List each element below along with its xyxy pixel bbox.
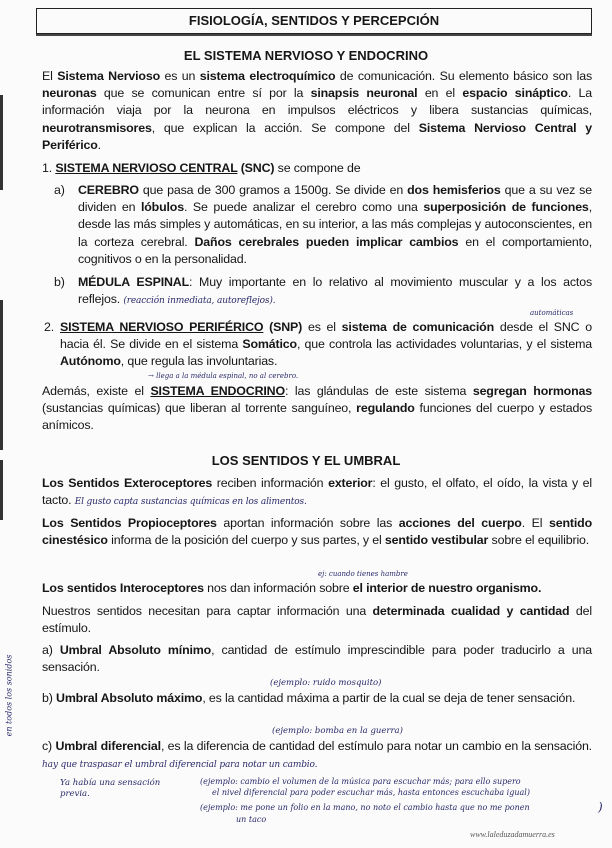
handwritten-note: (ejemplo: me pone un folio en la mano, no noto el cambio hasta que no me ponen [200,803,530,812]
item-text [78,183,592,266]
watermark: www.laleduzadamuerra.es [470,830,555,839]
bold-text: sinapsis neuronal [310,86,418,101]
text-run: . La información viaja por la neurona en impulsos eléctricos y libera sustancias químicas, [42,86,592,118]
bold-text: Sistema Nervioso Central y Periférico [42,120,592,152]
umbral-maximo [42,690,592,707]
handwritten-note: (ejemplo: ruido mosquito) [270,678,382,688]
handwritten-note: (ejemplo: bomba en la guerra) [272,726,403,736]
page-title: FISIOLOGÍA, SENTIDOS Y PERCEPCIÓN [36,8,592,34]
bold-text: SISTEMA NERVIOSO CENTRAL [55,161,238,175]
item-label: b) [54,275,65,289]
text-run: . Se puede analizar el cerebro como una [183,200,424,215]
scan-edge [0,95,3,190]
bold-text: Autónomo [60,354,121,369]
text-run: b) [42,691,57,705]
text-run: aportan información sobre las [216,516,399,530]
list-item-medula [54,274,592,308]
handwritten-note: hay que traspasar el umbral diferencial para notar un cambio. [42,760,318,771]
exteroceptors-paragraph [42,475,592,509]
item-number: 2. [44,320,55,334]
bold-text: acciones del cuerpo [398,516,522,530]
bold-text: segregan hormonas [472,384,593,398]
text-run: , es la diferencia de cantidad del estímulo para notar un cambio en la sensación. [160,739,592,753]
bold-text: superposición de funciones [423,200,589,215]
text-run: en el [417,86,463,101]
text-run: , que controla las actividades voluntarias, y el sistema [296,337,592,352]
text-run: nos dan información sobre [203,581,353,595]
bold-text: espacio sináptico [462,86,568,101]
item-text [60,320,592,368]
paragraph-text [42,739,592,753]
text-run: en el comportamiento, cognitivos o en la personalidad. [78,234,592,266]
bold-text: (SNC) [237,161,275,175]
text-run: , desde las más simples y automáticas, en su interior, a las más complejas y autoconscientes, en la corteza cerebral. [78,200,592,249]
handwritten-note: automáticas [530,309,574,317]
item-number: 1. [42,161,53,175]
bold-text: Los Sentidos Propioceptores [42,516,217,530]
handwritten-note: → llega a la médula espinal, no al cerebro. [148,372,299,380]
text-run: de comunicación. Su elemento básico son las [335,69,592,83]
list-item-cerebro [54,182,592,268]
text-run: que se comunican entre sí por la [96,86,311,101]
stimulus-paragraph [42,603,592,637]
bold-text: Daños cerebrales pueden implicar cambios [194,234,459,249]
handwritten-note: (reacción inmediata, autoreflejos). [123,296,276,307]
handwritten-note: el nivel diferencial para poder escuchar más, hasta entonces escuchaba igual) [212,788,530,797]
bold-text: sistema de comunicación [341,320,495,334]
bold-text: CEREBRO [78,183,139,197]
text-run: Nuestros sentidos necesitan para captar información una [42,604,373,618]
handwritten-note: ej: cuando tienes hambre [318,570,408,578]
text-run: es el [302,320,342,334]
text-run: , que explican la acción. Se compone del [151,120,419,135]
text-run: Además, existe el [42,384,151,398]
bold-text: sentido cinestésico [42,516,592,548]
section-heading-senses: LOS SENTIDOS Y EL UMBRAL [211,453,401,468]
text-run: es un [160,69,200,83]
text-run: c) [42,739,56,753]
handwritten-note: un taco [236,815,267,824]
text-run: del estímulo. [42,604,592,636]
text-run: El [42,69,58,83]
item-label: a) [54,183,65,197]
list-item-snp [44,319,593,371]
bold-text: SISTEMA NERVIOSO PERIFÉRICO [60,320,264,334]
text-run: : Muy importante en lo relativo al movimiento muscular y a los actos reflejos. [78,275,592,307]
text-run: a) [42,643,60,657]
umbral-diferencial [42,738,592,772]
bold-text: dos hemisferios [407,183,501,197]
proprioceptors-paragraph [42,515,592,549]
bold-text: SISTEMA ENDOCRINO [150,384,285,398]
section-heading-nervous-system: EL SISTEMA NERVIOSO Y ENDOCRINO [183,48,429,63]
text-run: funciones del cuerpo y estados anímicos. [42,401,592,433]
bold-text: lóbulos [140,200,184,215]
text-run: , que regula las involuntarias. [120,354,278,369]
bold-text: Los Sentidos Exteroceptores [42,476,213,490]
text-run: que pasa de 300 gramos a 1500g. Se divide en [138,183,408,197]
bold-text: sentido vestibular [384,533,489,548]
text-run: . [97,137,101,152]
text-run: : las glándulas de este sistema [284,384,473,398]
bold-text: determinada cualidad y cantidad [372,604,570,618]
bold-text: Umbral diferencial [55,739,161,753]
handwritten-note: El gusto capta sustancias químicas en los alimentos. [74,497,307,508]
bold-text: Somático [242,337,297,352]
text-run: (sustancias químicas) que liberan al torrente sanguíneo, [42,401,357,416]
bold-text: neuronas [42,86,97,101]
text-run: reciben información [212,476,329,490]
item-text [55,161,360,175]
text-run: , cantidad de estímulo imprescindible para poder traducirlo a una sensación. [42,643,592,675]
margin-handwritten-note: en todos los sonidos [4,654,14,737]
bold-text: Sistema Nervioso [57,69,161,83]
bold-text: MÉDULA ESPINAL [78,275,190,289]
scan-edge [0,300,3,450]
bold-text: el interior de nuestro organismo. [352,581,542,595]
bold-text: sistema electroquímico [199,69,336,83]
bold-text: neurotransmisores [42,120,152,135]
bold-text: Los sentidos Interoceptores [42,581,204,595]
bold-text: regulando [356,401,415,416]
bold-text: Umbral Absoluto mínimo [59,643,212,657]
text-run: que a su vez se dividen en [78,183,592,215]
endocrine-paragraph [42,383,592,435]
text-run: informa de la posición del cuerpo y sus partes, y el [107,533,385,548]
text-run: desde el SNC o hacia él. Se divide en el sistema [60,320,593,352]
text-run: , es la cantidad máxima a partir de la cual se deja de tener sensación. [202,691,576,705]
interoceptors-paragraph [42,580,592,597]
intro-paragraph [42,68,592,154]
text-run: : el gusto, el olfato, el oído, la vista y el tacto. [42,476,593,508]
handwritten-note: ) [598,800,603,814]
handwritten-note: (ejemplo: cambio el volumen de la música para escuchar más; para ello supero [200,777,521,786]
umbral-minimo [42,642,592,676]
list-item-snc [42,160,592,177]
bold-text: exterior [328,476,373,490]
handwritten-note: Ya había una sensación previa. [60,778,161,799]
bold-text: (SNP) [263,320,303,334]
scan-edge [0,460,3,520]
text-run: . El [521,516,549,530]
text-run: sobre el equilibrio. [488,533,590,548]
text-run: se compone de [274,161,361,175]
bold-text: Umbral Absoluto máximo [56,691,203,705]
